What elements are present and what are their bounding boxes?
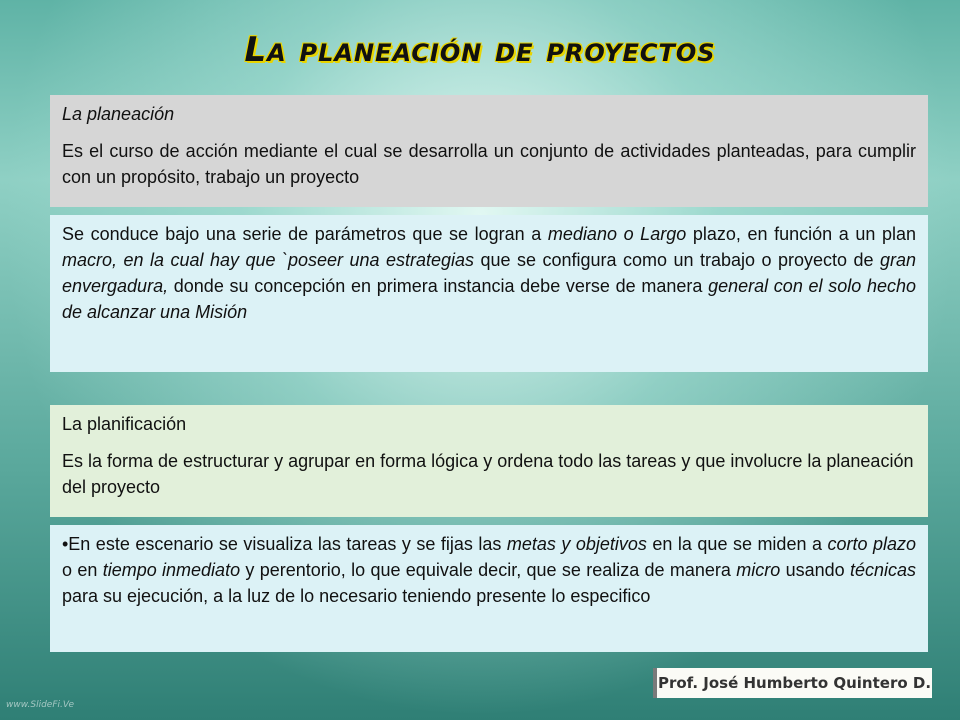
- parametros-italic-1: mediano o Largo: [547, 224, 687, 244]
- parametros-text: [62, 221, 916, 325]
- escenario-italic-1: metas y objetivos: [506, 534, 647, 554]
- escenario-box: [50, 525, 928, 652]
- parametros-box: [50, 215, 928, 372]
- parametros-text-1: Se conduce bajo una serie de parámetros que se logran a: [62, 224, 548, 244]
- escenario-italic-3: tiempo inmediato: [102, 560, 241, 580]
- escenario-text-5: usando: [780, 560, 850, 580]
- escenario-text: [62, 531, 916, 609]
- parametros-text-2: plazo, en función a un plan: [686, 224, 917, 244]
- escenario-italic-2: corto plazo: [827, 534, 916, 554]
- planeacion-definition: Es el curso de acción mediante el cual se desarrolla un conjunto de actividades planteadas, para cumplir con un propósito, trabajo un proyecto: [62, 141, 916, 187]
- slide-title: La planeación de proyectos: [244, 30, 716, 70]
- escenario-text-6: para su ejecución, a la luz de lo necesario teniendo presente lo especifico: [62, 586, 651, 606]
- planificacion-box: [50, 405, 928, 517]
- escenario-text-4: y perentorio, lo que equivale decir, que se realiza de manera: [240, 560, 737, 580]
- escenario-italic-4: micro: [736, 560, 781, 580]
- planificacion-definition: Es la forma de estructurar y agrupar en forma lógica y ordena todo las tareas y que involucre la planeación del proyecto: [62, 451, 914, 497]
- parametros-italic-2: macro, en la cual hay que `poseer una estrategias: [62, 250, 475, 270]
- parametros-italic-3: gran envergadura,: [62, 250, 916, 296]
- planeacion-box: [50, 95, 928, 207]
- author-signature: Prof. José Humberto Quintero D.: [653, 668, 932, 698]
- parametros-text-3: que se configura como un trabajo o proyecto de: [474, 250, 880, 270]
- watermark: www.SlideFi.Ve: [6, 700, 75, 710]
- escenario-italic-5: técnicas: [849, 560, 916, 580]
- escenario-text-3: o en: [62, 560, 103, 580]
- planeacion-heading: La planeación: [62, 104, 175, 124]
- planificacion-heading: La planificación: [62, 414, 187, 434]
- escenario-text-2: en la que se miden a: [646, 534, 828, 554]
- parametros-italic-4: general con el solo hecho de alcanzar una Misión: [62, 276, 916, 322]
- escenario-text-1: •En este escenario se visualiza las tareas y se fijas las: [62, 534, 507, 554]
- parametros-text-4: donde su concepción en primera instancia debe verse de manera: [168, 276, 709, 296]
